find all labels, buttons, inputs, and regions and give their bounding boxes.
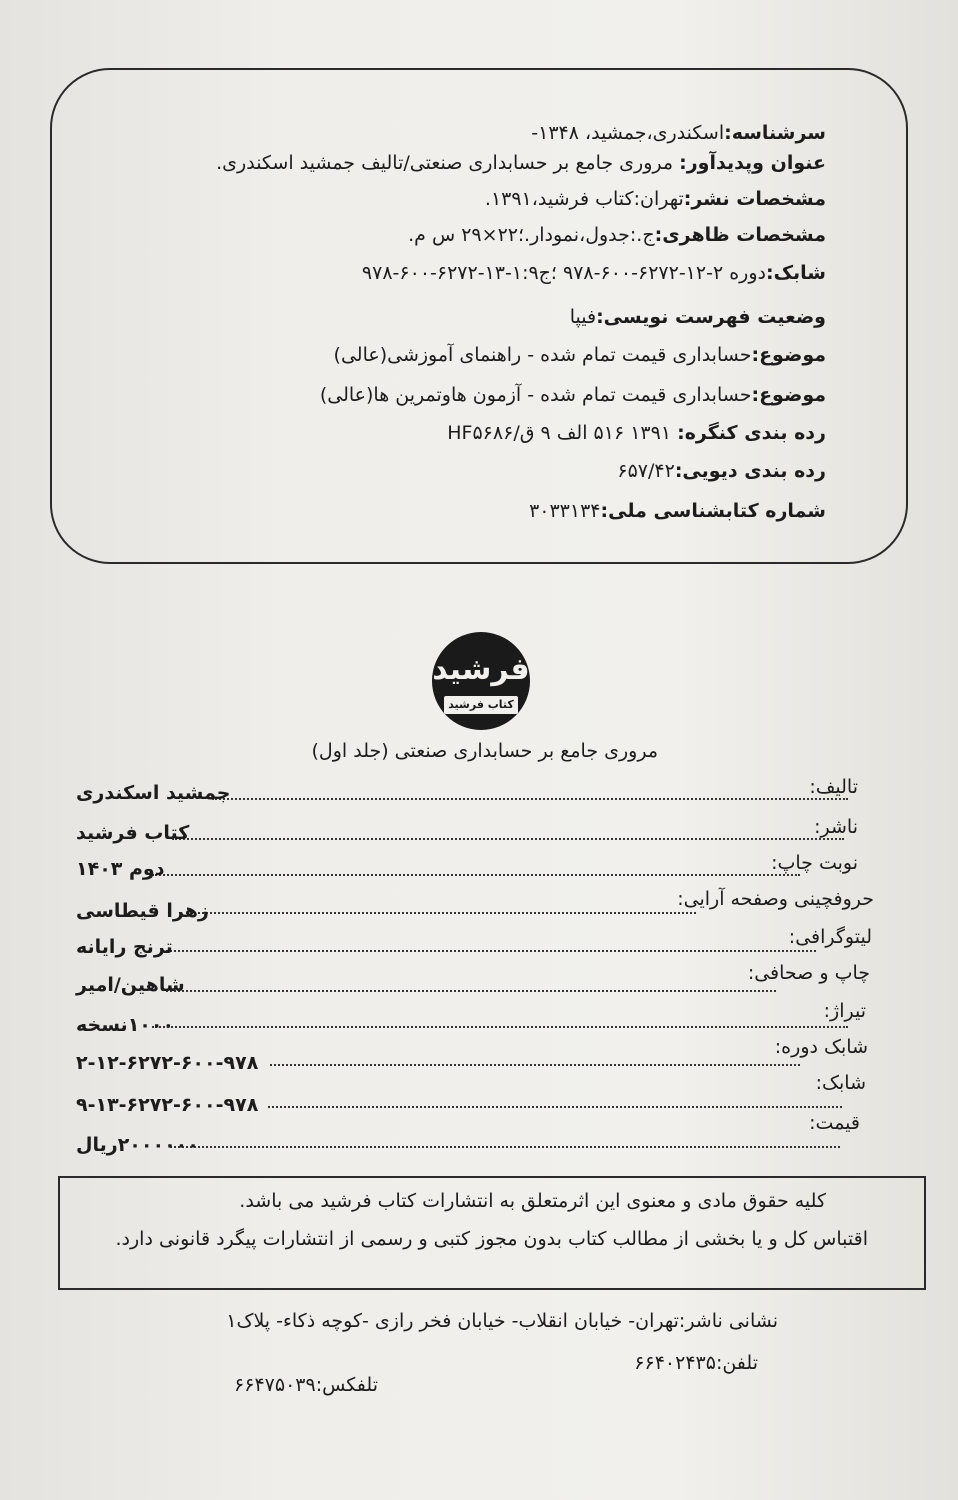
cip-line-status: وضعیت فهرست نویسی:فیپا bbox=[569, 306, 826, 328]
book-title: مروری جامع بر حسابداری صنعتی (جلد اول) bbox=[311, 740, 658, 762]
cip-line-subject-1: موضوع:حسابداری قیمت تمام شده - راهنمای آموزشی(عالی) bbox=[333, 344, 826, 366]
cip-line-congress: رده بندی کنگره: ۱۳۹۱ ۵۱۶ الف ۹ ق/HF۵۶۸۶ bbox=[447, 422, 826, 444]
publisher-fax: تلفکس:۶۶۴۷۵۰۳۹ bbox=[234, 1374, 378, 1396]
detail-dots bbox=[152, 1026, 848, 1028]
detail-label-printing: چاپ و صحافی: bbox=[747, 962, 870, 984]
cip-line-physical: مشخصات ظاهری:ج.:جدول،نمودار.؛۲۲×۲۹ س م. bbox=[408, 224, 826, 246]
detail-label-edition: نوبت چاپ: bbox=[771, 852, 858, 874]
detail-value-author: جمشید اسکندری bbox=[76, 782, 231, 804]
copyright-notice-line-1: کلیه حقوق مادی و معنوی این اثرمتعلق به انتشارات کتاب فرشید می باشد. bbox=[239, 1190, 826, 1212]
cip-line-national-number: شماره کتابشناسی ملی:۳۰۳۳۱۳۴ bbox=[529, 500, 826, 522]
logo-caption: کتاب فرشید bbox=[444, 696, 518, 714]
detail-label-lithography: لیتوگرافی: bbox=[788, 926, 872, 948]
detail-label-circulation: تیراژ: bbox=[823, 1000, 866, 1022]
detail-dots bbox=[172, 838, 844, 840]
detail-value-circulation: ۱۰۰۰نسخه bbox=[76, 1014, 175, 1036]
detail-value-set-isbn: ۲-۱۲-۶۲۷۲-۶۰۰-۹۷۸ bbox=[76, 1052, 259, 1074]
detail-value-typesetting: زهرا قیطاسی bbox=[76, 900, 209, 922]
detail-label-author: تالیف: bbox=[809, 776, 858, 798]
detail-value-printing: شاهین/امیر bbox=[76, 974, 185, 996]
detail-value-price: ۲۰۰۰۰۰۰ریال bbox=[76, 1134, 199, 1156]
detail-dots bbox=[166, 990, 776, 992]
copyright-notice-line-2: اقتباس کل و یا بخشی از مطالب کتاب بدون مجوز کتبی و رسمی از انتشارات پیگرد قانونی دارد. bbox=[115, 1228, 868, 1250]
detail-label-set-isbn: شابک دوره: bbox=[774, 1036, 868, 1058]
detail-label-typesetting: حروفچینی وصفحه آرایی: bbox=[677, 888, 874, 910]
cip-line-dewey: رده بندی دیویی:۶۵۷/۴۲ bbox=[617, 460, 826, 482]
detail-dots bbox=[270, 1064, 800, 1066]
detail-label-publisher: ناشر: bbox=[814, 816, 858, 838]
detail-label-isbn: شابک: bbox=[815, 1072, 866, 1094]
detail-value-edition: دوم ۱۴۰۳ bbox=[76, 858, 165, 880]
detail-dots bbox=[268, 1106, 842, 1108]
cip-line-publication: مشخصات نشر:تهران:کتاب فرشید،۱۳۹۱. bbox=[484, 188, 826, 210]
detail-value-publisher: کتاب فرشید bbox=[76, 822, 190, 844]
cip-line-isbn: شابک:دوره ۲-۱۲-۶۲۷۲-۶۰۰-۹۷۸ ؛ج۱:۹-۱۳-۶۲۷۲-۶۰۰-۹۷۸ bbox=[361, 262, 826, 284]
publisher-logo bbox=[432, 632, 530, 730]
detail-dots bbox=[212, 798, 848, 800]
detail-value-isbn: ۹-۱۳-۶۲۷۲-۶۰۰-۹۷۸ bbox=[76, 1094, 259, 1116]
cip-line-main-entry: سرشناسه:اسکندری،جمشید، ۱۳۴۸- bbox=[531, 122, 826, 144]
detail-dots bbox=[186, 912, 696, 914]
detail-dots bbox=[152, 874, 800, 876]
logo-mark: فرشید bbox=[432, 652, 530, 687]
detail-value-lithography: ترنج رایانه bbox=[76, 936, 173, 958]
cip-line-subject-2: موضوع:حسابداری قیمت تمام شده - آزمون هاوتمرین ها(عالی) bbox=[319, 384, 826, 406]
detail-dots bbox=[166, 950, 816, 952]
detail-dots bbox=[170, 1146, 840, 1148]
publisher-address: نشانی ناشر:تهران- خیابان انقلاب- خیابان فخر رازی -کوچه ذکاء- پلاک۱ bbox=[226, 1310, 778, 1332]
cip-line-title: عنوان وپدیدآور: مروری جامع بر حسابداری صنعتی/تالیف جمشید اسکندری. bbox=[216, 152, 826, 174]
publisher-phone: تلفن:۶۶۴۰۲۴۳۵ bbox=[634, 1352, 758, 1374]
detail-label-price: قیمت: bbox=[809, 1112, 860, 1134]
